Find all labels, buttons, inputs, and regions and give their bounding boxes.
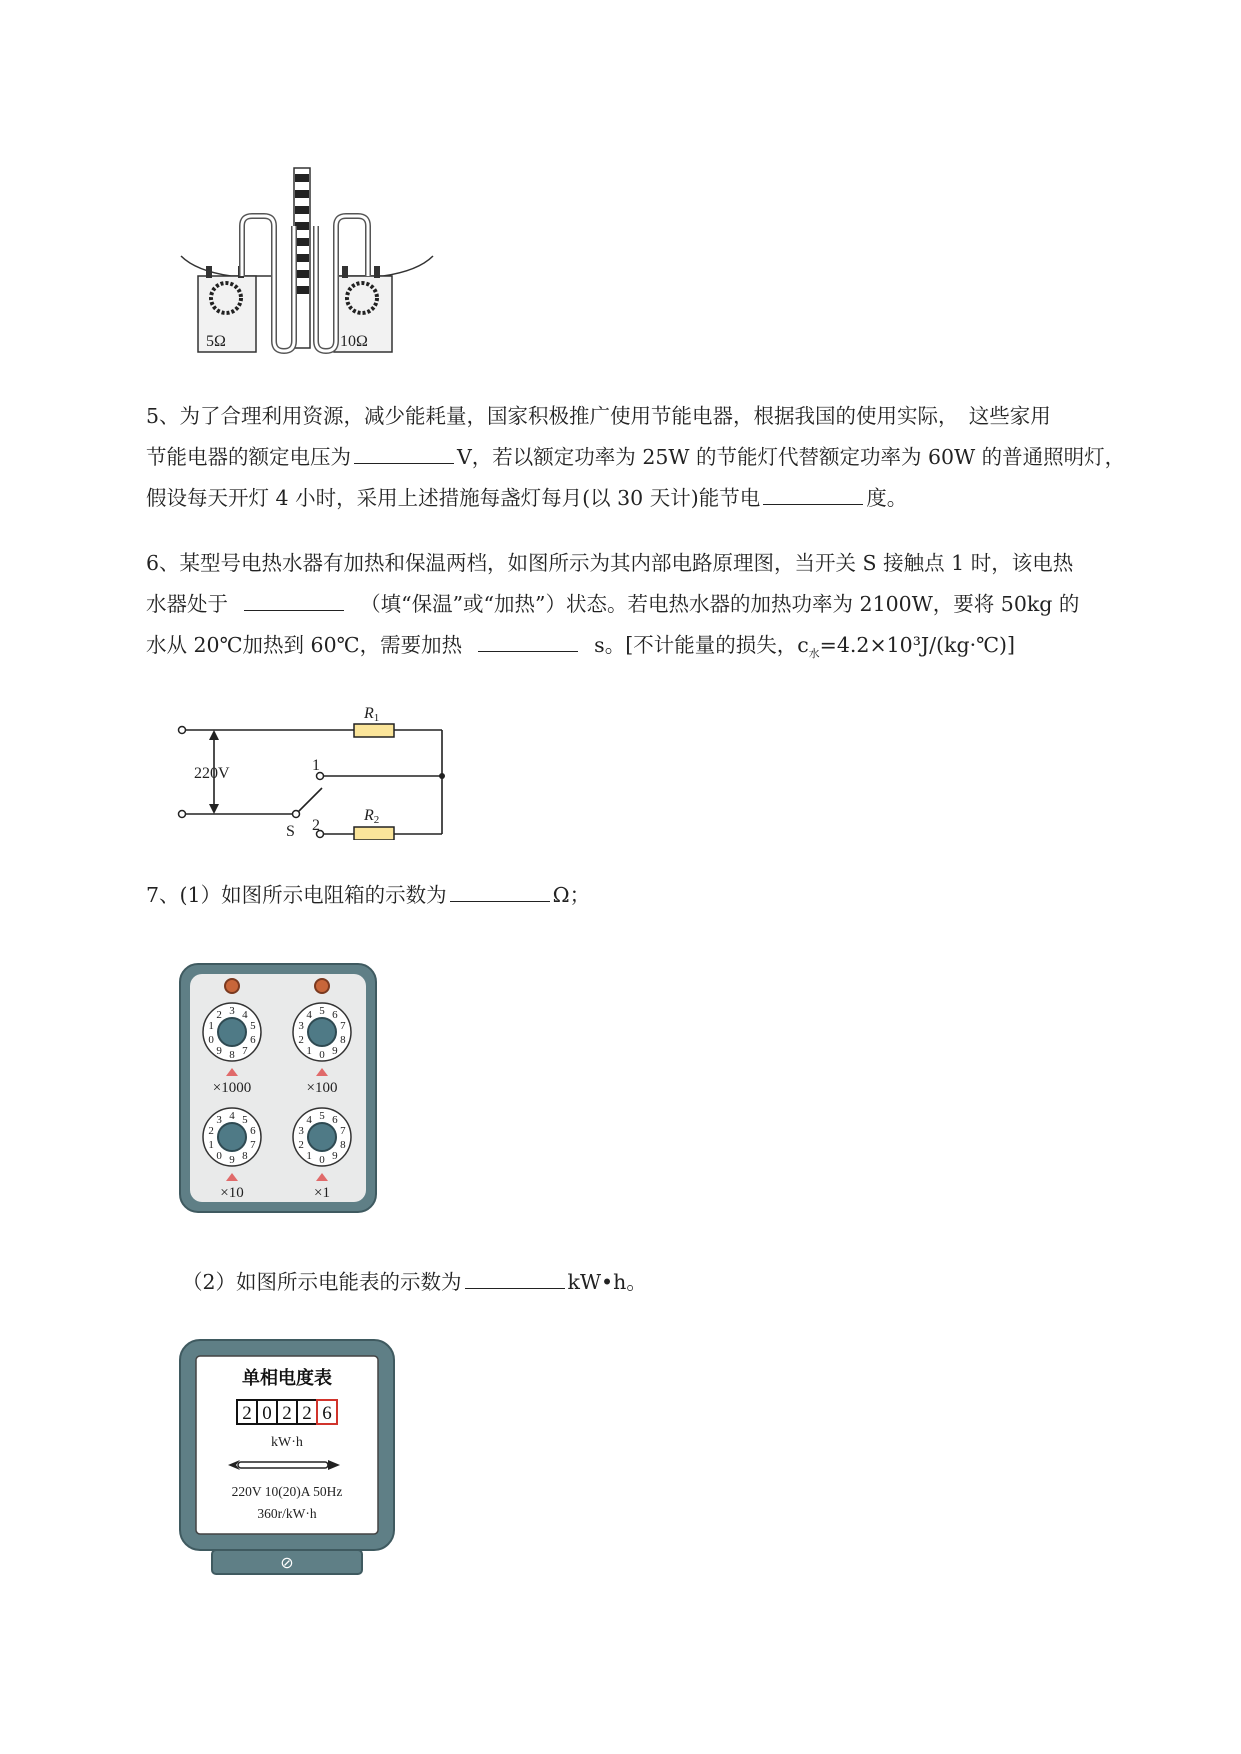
meter-title: 单相电度表 [242, 1368, 332, 1389]
dial-label-1000: ×1000 [212, 1080, 252, 1096]
q6-blank-state[interactable] [244, 587, 344, 611]
dial-digit: 9 [229, 1154, 235, 1166]
q5-line-2-a: 节能电器的额定电压为 [146, 445, 351, 469]
dial-10[interactable] [203, 1108, 261, 1166]
q5-blank-energy[interactable] [763, 481, 863, 505]
question-6 [146, 543, 1166, 674]
r2-label: R2 [364, 807, 380, 826]
q5-line-3 [146, 478, 1166, 519]
dial-digit: 7 [250, 1138, 256, 1151]
dial-digit: 2 [298, 1033, 304, 1046]
meter-footer-symbol: ⊘ [280, 1555, 294, 1572]
dial-digit: 1 [208, 1138, 214, 1151]
meter-digit: 0 [262, 1403, 272, 1424]
meter-unit: kW·h [271, 1435, 303, 1450]
q5-line-1: 5、为了合理利用资源，减少能耗量，国家积极推广使用节能电器，根据我国的使用实际， 这些家用 [146, 404, 1051, 428]
q6-line-3 [146, 625, 1166, 674]
meter-digit: 2 [282, 1403, 292, 1424]
q5-line-2 [146, 437, 1166, 478]
meter-digit: 2 [242, 1403, 252, 1424]
dial-label-1: ×1 [314, 1185, 330, 1201]
dial-digit: 3 [229, 1005, 235, 1017]
q6-line-3-a: 水从 20℃加热到 60℃，需要加热 [146, 633, 463, 657]
q7-part-1-b: Ω； [552, 883, 591, 907]
contact-2-label: 2 [312, 817, 320, 834]
dial-digit: 8 [340, 1033, 346, 1046]
joule-heating-apparatus-figure [176, 166, 438, 356]
q6-line-3-c: =4.2×10³J/(kg·℃)] [819, 633, 1016, 657]
dial-knob[interactable] [308, 1123, 336, 1151]
dial-digit: 1 [208, 1020, 214, 1033]
dial-digit: 7 [340, 1020, 346, 1033]
q6-line-1: 6、某型号电热水器有加热和保温两档，如图所示为其内部电路原理图，当开关 S 接触点 1 时，该电热 [146, 551, 1074, 575]
dial-digit: 0 [216, 1149, 222, 1162]
meter-digit: 2 [302, 1403, 312, 1424]
question-5 [146, 396, 1166, 519]
q6-line-2-a: 水器处于 [146, 592, 228, 616]
dial-digit: 9 [332, 1149, 338, 1162]
dial-digit: 5 [250, 1020, 256, 1033]
q7-blank-resistance[interactable] [450, 878, 550, 902]
dial-digit: 1 [306, 1149, 312, 1162]
dial-digit: 0 [319, 1154, 325, 1166]
dial-digit: 6 [250, 1033, 256, 1046]
switch-label: S [286, 823, 295, 840]
q7-part-2-a: （2）如图所示电能表的示数为 [182, 1270, 462, 1294]
resistance-box-figure [178, 962, 378, 1214]
meter-digit: 6 [322, 1403, 332, 1424]
question-7-part-2 [182, 1262, 1202, 1303]
dial-digit: 4 [306, 1114, 312, 1127]
meter-spec-line-2: 360r/kW·h [257, 1506, 317, 1521]
q5-line-3-b: 度。 [866, 486, 908, 510]
q6-blank-time[interactable] [478, 628, 578, 652]
dial-1[interactable] [293, 1108, 351, 1166]
dial-label-10: ×10 [220, 1185, 244, 1201]
dial-digit: 5 [319, 1005, 325, 1017]
circuit-voltage-label: 220V [194, 765, 230, 782]
dial-digit: 0 [319, 1049, 325, 1061]
q7-part-1-a: 7、(1）如图所示电阻箱的示数为 [146, 883, 447, 907]
meter-spec-line-1: 220V 10(20)A 50Hz [231, 1484, 343, 1499]
dial-digit: 5 [319, 1110, 325, 1122]
dial-digit: 8 [340, 1138, 346, 1151]
dial-digit: 4 [229, 1110, 235, 1122]
dial-100[interactable] [293, 1003, 351, 1061]
dial-digit: 7 [340, 1125, 346, 1138]
q6-line-2-b: （填“保温”或“加热”）状态。若电热水器的加热功率为 2100W，要将 50kg 的 [360, 592, 1080, 616]
q6-line-2 [146, 584, 1166, 625]
dial-1000[interactable] [203, 1003, 261, 1061]
dial-knob[interactable] [308, 1018, 336, 1046]
dial-digit: 6 [332, 1009, 338, 1022]
dial-digit: 8 [229, 1049, 235, 1061]
dial-digit: 1 [306, 1044, 312, 1057]
dial-digit: 7 [242, 1044, 248, 1057]
dial-knob[interactable] [218, 1018, 246, 1046]
contact-1-label: 1 [312, 757, 320, 774]
q5-blank-voltage[interactable] [354, 440, 454, 464]
dial-digit: 0 [208, 1033, 214, 1046]
dial-digit: 2 [216, 1009, 222, 1022]
dial-knob[interactable] [218, 1123, 246, 1151]
heater-circuit-figure [172, 700, 462, 840]
question-7-part-1 [146, 875, 1166, 916]
dial-digit: 9 [216, 1044, 222, 1057]
q7-part-2-b: kW•h。 [567, 1270, 647, 1294]
dial-label-100: ×100 [306, 1080, 338, 1096]
q7-blank-energy[interactable] [465, 1265, 565, 1289]
dial-digit: 3 [298, 1125, 304, 1138]
dial-digit: 5 [242, 1114, 248, 1127]
energy-meter-figure [178, 1338, 396, 1576]
dial-digit: 3 [298, 1020, 304, 1033]
dial-digit: 2 [208, 1125, 214, 1138]
q6-line-3-b: s。[不计能量的损失，c [594, 633, 809, 657]
dial-digit: 8 [242, 1149, 248, 1162]
dial-digit: 9 [332, 1044, 338, 1057]
q5-line-2-b: V，若以额定功率为 25W 的节能灯代替额定功率为 60W 的普通照明灯， [457, 445, 1126, 469]
dial-digit: 6 [332, 1114, 338, 1127]
dial-digit: 4 [306, 1009, 312, 1022]
q6-water-subscript: 水 [808, 647, 820, 661]
dial-digit: 3 [216, 1114, 222, 1127]
r1-label: R1 [364, 705, 380, 724]
right-resistor-label: 10Ω [340, 333, 368, 350]
dial-digit: 6 [250, 1125, 256, 1138]
dial-digit: 4 [242, 1009, 248, 1022]
dial-digit: 2 [298, 1138, 304, 1151]
left-resistor-label: 5Ω [206, 333, 226, 350]
q5-line-3-a: 假设每天开灯 4 小时，采用上述措施每盏灯每月(以 30 天计)能节电 [146, 486, 761, 510]
